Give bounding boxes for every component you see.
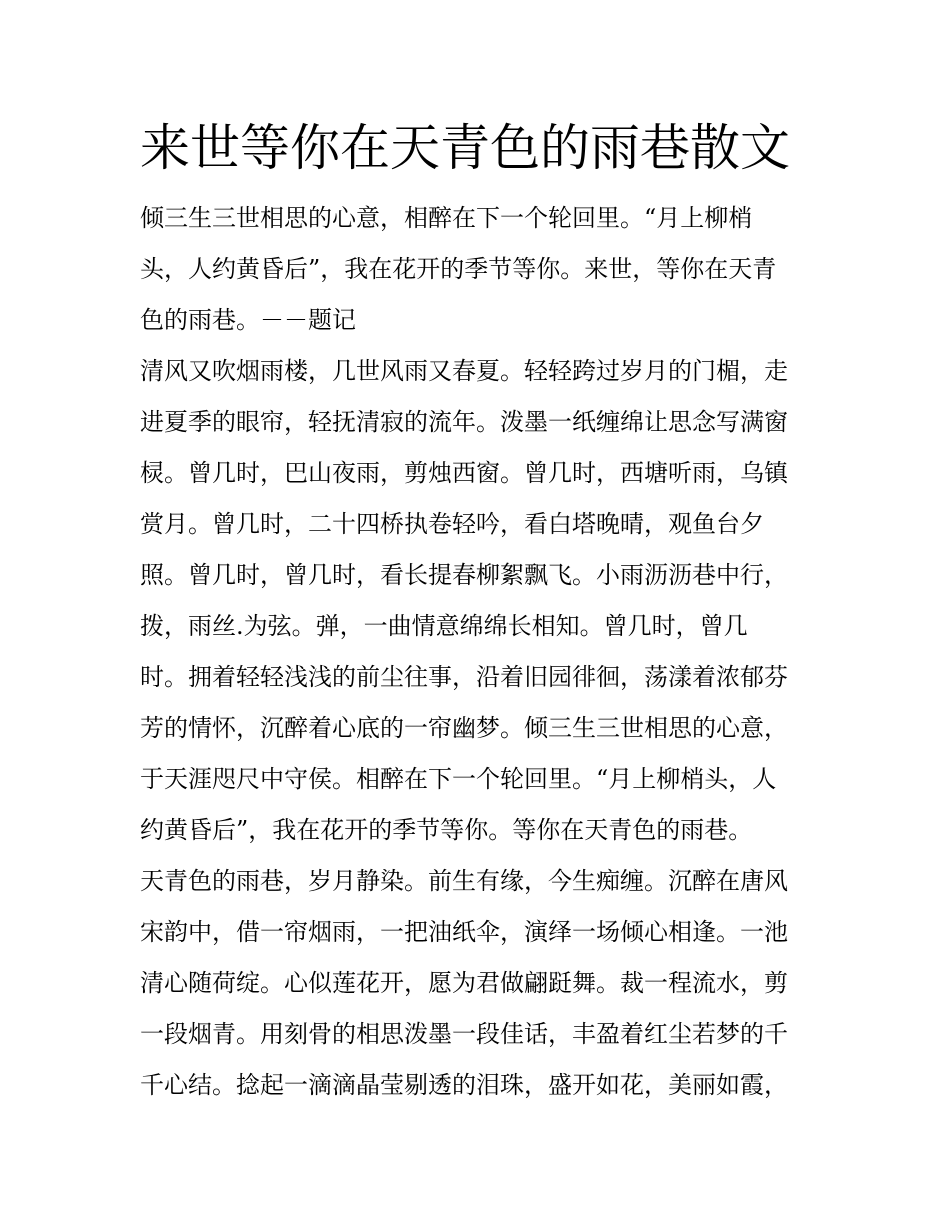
text-line: 头，人约黄昏后”，我在花开的季节等你。来世，等你在天青 (140, 255, 777, 283)
paragraph-memories (140, 346, 820, 856)
text-line: 清风又吹烟雨楼，几世风雨又春夏。轻轻跨过岁月的门楣，走 (140, 357, 788, 385)
paragraph-epigraph (140, 193, 820, 346)
text-line: 拨，雨丝.为弦。弹，一曲情意绵绵长相知。曾几时，曾几 (140, 612, 748, 640)
text-line: 千心结。捻起一滴滴晶莹剔透的泪珠，盛开如花，美丽如霞， (140, 1071, 788, 1099)
text-line: 时。拥着轻轻浅浅的前尘往事，沿着旧园徘徊，荡漾着浓郁芬 (140, 663, 788, 691)
text-line: 一段烟青。用刻骨的相思泼墨一段佳话，丰盈着红尘若梦的千 (140, 1020, 788, 1048)
text-line: 天青色的雨巷，岁月静染。前生有缘，今生痴缠。沉醉在唐风 (140, 867, 788, 895)
text-line: 棂。曾几时，巴山夜雨，剪烛西窗。曾几时，西塘听雨，乌镇 (140, 459, 788, 487)
text-line: 芳的情怀，沉醉着心底的一帘幽梦。倾三生三世相思的心意， (140, 714, 788, 742)
text-line: 赏月。曾几时，二十四桥执卷轻吟，看白塔晚晴，观鱼台夕 (140, 510, 764, 538)
document-title: 来世等你在天青色的雨巷散文 (140, 119, 790, 177)
document-body (140, 193, 820, 1111)
paragraph-rain-alley (140, 856, 820, 1111)
text-line: 清心随荷绽。心似莲花开，愿为君做翩跹舞。裁一程流水，剪 (140, 969, 788, 997)
text-line: 进夏季的眼帘，轻抚清寂的流年。泼墨一纸缠绵让思念写满窗 (140, 408, 788, 436)
text-line: 倾三生三世相思的心意，相醉在下一个轮回里。“月上柳梢 (140, 204, 753, 232)
text-line: 约黄昏后”，我在花开的季节等你。等你在天青色的雨巷。 (140, 816, 753, 844)
text-line: 照。曾几时，曾几时，看长提春柳絮飘飞。小雨沥沥巷中行， (140, 561, 788, 589)
text-line: 色的雨巷。－－题记 (140, 306, 356, 334)
text-line: 宋韵中，借一帘烟雨，一把油纸伞，演绎一场倾心相逢。一池 (140, 918, 788, 946)
text-line: 于天涯咫尺中守侯。相醉在下一个轮回里。“月上柳梢头，人 (140, 765, 777, 793)
